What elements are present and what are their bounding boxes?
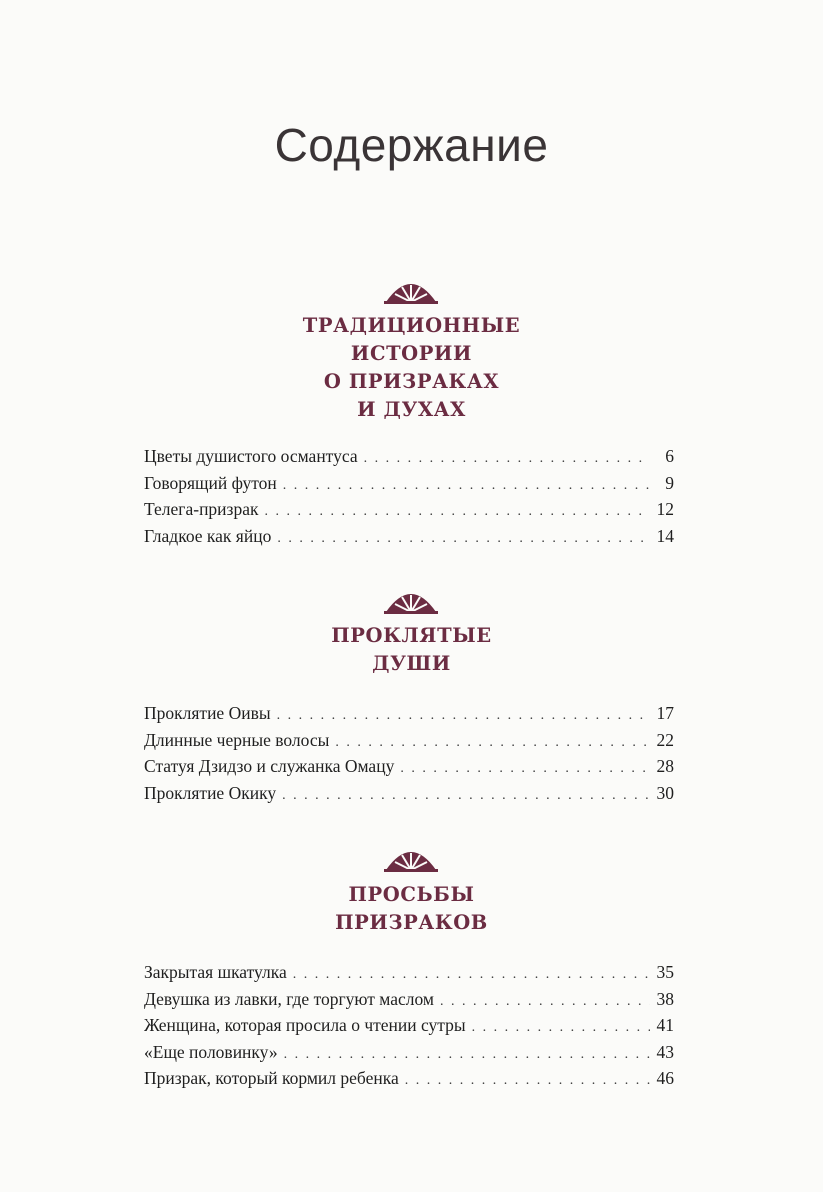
section-heading-line: ИСТОРИИ	[350, 342, 473, 365]
toc-entry-page: 9	[665, 472, 674, 493]
toc-entry-title: Проклятие Окику	[144, 782, 277, 803]
toc-entry[interactable]	[144, 703, 674, 730]
toc-entry-page: 12	[656, 499, 674, 519]
toc-entry-title: Длинные черные волосы	[144, 729, 330, 750]
section-heading	[0, 881, 823, 937]
page-title: Содержание	[274, 119, 549, 171]
section-heading-line: ПРОСЬБЫ	[348, 883, 475, 906]
toc-leader-dots	[282, 788, 650, 804]
toc-list	[144, 703, 674, 809]
toc-entry-title: Гладкое как яйцо	[144, 525, 272, 546]
toc-entry[interactable]	[144, 962, 674, 989]
toc-entry-page: 6	[665, 446, 674, 466]
toc-entry-title: Девушка из лавки, где торгуют маслом	[144, 988, 434, 1009]
toc-entry-title: Цветы душистого османтуса	[144, 446, 358, 466]
toc-entry-page: 35	[656, 962, 674, 982]
toc-leader-dots	[283, 478, 650, 494]
toc-leader-dots	[284, 1047, 650, 1063]
toc-entry-title: «Еще половинку»	[144, 1041, 278, 1062]
toc-entry-page: 46	[656, 1068, 674, 1088]
section-heading-line: О ПРИЗРАКАХ	[323, 370, 500, 393]
toc-entry-page: 41	[656, 1015, 674, 1035]
toc-entry[interactable]	[144, 730, 674, 757]
toc-list	[144, 962, 674, 1095]
toc-leader-dots	[293, 967, 650, 983]
section-heading-line: ПРОКЛЯТЫЕ	[331, 624, 492, 647]
toc-entry-page: 30	[656, 782, 674, 803]
toc-entry-title: Статуя Дзидзо и служанка Омацу	[144, 756, 395, 776]
fan-ornament-icon	[381, 578, 441, 618]
toc-entry-title: Телега-призрак	[144, 499, 259, 519]
toc-entry[interactable]	[144, 783, 674, 810]
toc-entry[interactable]	[144, 499, 674, 526]
toc-list	[144, 446, 674, 552]
toc-entry[interactable]	[144, 446, 674, 473]
fan-ornament-icon	[381, 836, 441, 876]
toc-entry[interactable]	[144, 473, 674, 500]
toc-entry-page: 14	[656, 525, 674, 546]
toc-entry[interactable]	[144, 756, 674, 783]
toc-entry[interactable]	[144, 1068, 674, 1095]
section-heading-line: ДУШИ	[372, 652, 451, 675]
toc-entry-title: Говорящий футон	[144, 472, 277, 493]
toc-entry[interactable]	[144, 1015, 674, 1042]
toc-entry[interactable]	[144, 526, 674, 553]
toc-leader-dots	[335, 735, 650, 751]
section-heading	[0, 312, 823, 424]
section-heading-line: ТРАДИЦИОННЫЕ	[302, 314, 521, 337]
toc-entry-page: 22	[656, 729, 674, 750]
toc-leader-dots	[264, 504, 650, 520]
toc-leader-dots	[277, 708, 650, 724]
toc-entry-page: 43	[656, 1041, 674, 1062]
toc-entry[interactable]	[144, 989, 674, 1016]
toc-entry-title: Женщина, которая просила о чтении сутры	[144, 1015, 466, 1035]
toc-leader-dots	[277, 531, 650, 547]
toc-leader-dots	[364, 451, 650, 467]
section-heading-line: И ДУХАХ	[357, 398, 466, 421]
section-heading-line: ПРИЗРАКОВ	[335, 911, 488, 934]
toc-leader-dots	[405, 1073, 650, 1089]
toc-entry-page: 38	[656, 988, 674, 1009]
toc-entry-title: Призрак, который кормил ребенка	[144, 1068, 399, 1088]
toc-entry-page: 17	[656, 703, 674, 723]
toc-entry[interactable]	[144, 1042, 674, 1069]
toc-leader-dots	[400, 761, 650, 777]
toc-entry-page: 28	[656, 756, 674, 776]
toc-leader-dots	[472, 1020, 650, 1036]
toc-entry-title: Закрытая шкатулка	[144, 962, 287, 982]
toc-entry-title: Проклятие Оивы	[144, 703, 271, 723]
fan-ornament-icon	[381, 268, 441, 308]
section-heading	[0, 622, 823, 678]
toc-leader-dots	[440, 994, 650, 1010]
